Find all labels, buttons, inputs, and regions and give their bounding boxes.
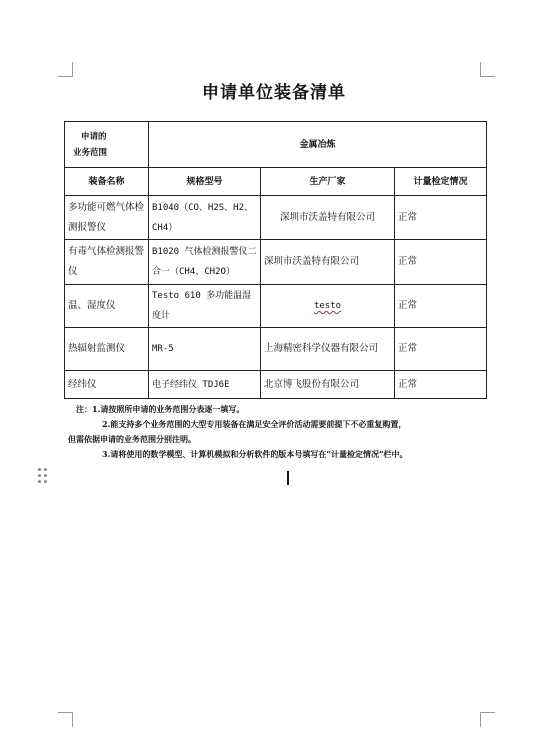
text-cursor [287,471,289,485]
cell-model[interactable]: Testo 610 多功能温湿度计 [149,285,261,328]
table-row [65,240,487,285]
table-row [65,196,487,240]
header-model[interactable]: 规格型号 [149,168,261,196]
cell-calibration[interactable]: 正常 [395,196,487,240]
manufacturer-text: testo [313,301,342,311]
scope-label-line1: 申请的 [81,131,107,142]
cell-equipment-name[interactable]: 温、湿度仪 [65,285,149,328]
cell-equipment-name[interactable]: 有毒气体检测报警仪 [65,240,149,285]
equipment-table[interactable] [64,121,487,399]
cell-equipment-name[interactable]: 经纬仪 [65,371,149,399]
header-row [65,168,487,196]
note-3: 3.请将使用的数学模型、计算机模拟和分析软件的版本号填写在“计量检定情况”栏中。 [102,449,408,459]
cell-calibration[interactable]: 正常 [395,240,487,285]
scope-value-cell[interactable]: 金属冶炼 [149,122,487,168]
cell-manufacturer[interactable]: 深圳市沃盖特有限公司 [261,240,395,285]
header-calibration[interactable]: 计量检定情况 [395,168,487,196]
cell-calibration[interactable]: 正常 [395,371,487,399]
cell-model[interactable]: B1020 气体检测报警仪二合一（CH4、CH2O） [149,240,261,285]
cell-manufacturer[interactable]: 深圳市沃盖特有限公司 [261,196,395,240]
cell-equipment-name[interactable]: 多功能可燃气体检测报警仪 [65,196,149,240]
scope-label-line2: 业务范围 [73,147,108,158]
note-2-continued: 但需依据申请的业务范围分别注明。 [68,434,196,444]
table-row [65,371,487,399]
table-row [65,328,487,371]
note-2: 2.能支持多个业务范围的大型专用装备在满足安全评价活动需要前提下不必重复购置， [102,419,407,429]
scope-label-cell[interactable] [65,122,149,168]
cell-calibration[interactable]: 正常 [395,285,487,328]
cell-manufacturer[interactable] [261,285,395,328]
scope-row [65,122,487,168]
header-equipment-name[interactable]: 装备名称 [65,168,149,196]
cell-equipment-name[interactable]: 热辐射监测仪 [65,328,149,371]
drag-handle-icon[interactable] [38,468,48,484]
document-title[interactable]: 申请单位装备清单 [202,83,346,103]
crop-mark-bottom-left [58,712,73,727]
notes-block[interactable] [68,402,488,462]
cell-model[interactable]: 电子经纬仪 TDJ6E [149,371,261,399]
header-manufacturer[interactable]: 生产厂家 [261,168,395,196]
cell-model[interactable]: MR-5 [149,328,261,371]
crop-mark-bottom-right [480,712,495,727]
table-row [65,285,487,328]
cell-calibration[interactable]: 正常 [395,328,487,371]
crop-mark-top-right [480,62,495,77]
cell-manufacturer[interactable]: 北京博飞股份有限公司 [261,371,395,399]
crop-mark-top-left [58,62,73,77]
cell-model[interactable]: B1040（CO、H2S、H2、CH4） [149,196,261,240]
note-1: 注：1.请按照所申请的业务范围分表逐一填写。 [76,404,245,414]
cell-manufacturer[interactable]: 上海精密科学仪器有限公司 [261,328,395,371]
